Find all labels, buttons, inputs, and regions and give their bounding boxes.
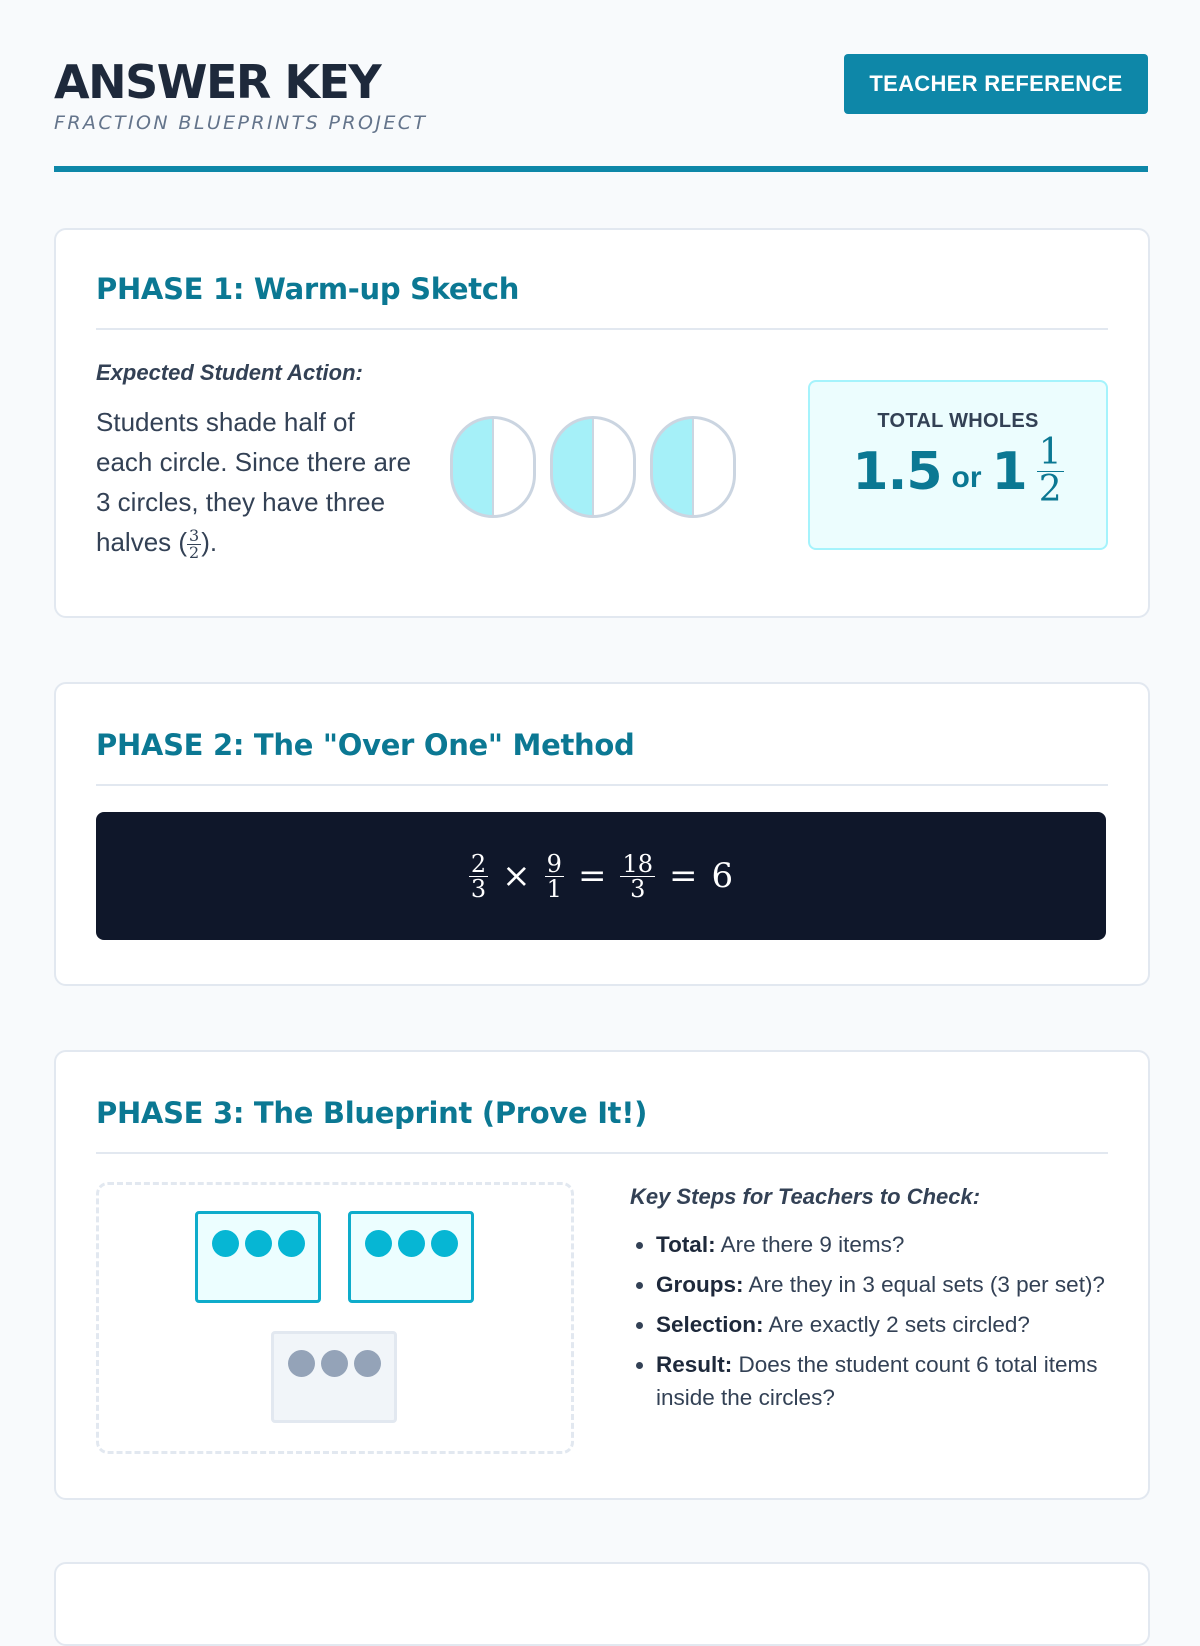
blueprint-diagram	[96, 1182, 574, 1454]
expected-action-end: ).	[201, 527, 218, 557]
expected-action-label: Expected Student Action:	[96, 360, 363, 385]
fraction-numerator: 1	[1038, 432, 1062, 473]
step-text: Does the student count 6 total items inside the circles?	[656, 1352, 1098, 1410]
step-term: Total:	[656, 1232, 716, 1257]
step-text: Are they in 3 equal sets (3 per set)?	[743, 1272, 1105, 1297]
fraction-denominator: 2	[1038, 469, 1062, 510]
item-dot	[365, 1230, 392, 1257]
phase-2-divider	[96, 784, 1108, 786]
page-subtitle: FRACTION BLUEPRINTS PROJECT	[54, 112, 428, 134]
fraction-denominator: 1	[546, 874, 562, 903]
phase-4-card	[54, 1562, 1150, 1646]
equals-sign: =	[668, 856, 698, 896]
list-item	[656, 1268, 1136, 1301]
phase-1-divider	[96, 328, 1108, 330]
expected-action-body: Students shade half of each circle. Since there are 3 circles, they have three halves (	[96, 407, 412, 557]
fraction-denominator: 3	[470, 874, 487, 903]
selected-group	[195, 1211, 321, 1303]
phase-1-heading: PHASE 1: Warm-up Sketch	[96, 272, 520, 306]
fraction-numerator: 2	[470, 849, 487, 878]
page-header	[54, 52, 1148, 134]
times-sign: ×	[502, 856, 531, 896]
page-title: ANSWER KEY	[54, 55, 381, 109]
total-or: or	[951, 460, 982, 494]
half-shaded-circle	[450, 416, 536, 518]
step-text: Are exactly 2 sets circled?	[763, 1312, 1030, 1337]
equation-fraction-c	[620, 849, 655, 903]
key-steps-list	[630, 1228, 1136, 1421]
total-wholes-value	[810, 432, 1106, 510]
phase-3-heading: PHASE 3: The Blueprint (Prove It!)	[96, 1096, 648, 1130]
phase-1-card	[54, 228, 1150, 618]
equation-fraction-a	[469, 849, 488, 903]
selected-group	[348, 1211, 474, 1303]
total-fraction	[1037, 432, 1064, 510]
fraction-numerator: 18	[622, 849, 653, 878]
expected-action-text	[96, 402, 416, 562]
item-dot	[354, 1350, 381, 1377]
three-halves-fraction	[187, 525, 201, 562]
key-steps-label: Key Steps for Teachers to Check:	[630, 1184, 981, 1209]
equation-fraction-b	[545, 849, 564, 903]
fraction-numerator: 9	[546, 849, 562, 878]
half-shaded-circles	[450, 416, 736, 518]
item-dot	[212, 1230, 239, 1257]
step-text: Are there 9 items?	[715, 1232, 905, 1257]
item-dot	[398, 1230, 425, 1257]
step-term: Result:	[656, 1352, 733, 1377]
list-item	[656, 1228, 1136, 1261]
phase-2-card	[54, 682, 1150, 986]
step-term: Selection:	[656, 1312, 764, 1337]
total-whole-number: 1	[991, 441, 1027, 502]
half-shaded-circle	[650, 416, 736, 518]
fraction-denominator: 2	[189, 542, 200, 562]
equation-bar	[96, 812, 1106, 940]
item-dot	[245, 1230, 272, 1257]
header-divider	[54, 166, 1148, 172]
item-dot	[431, 1230, 458, 1257]
half-shaded-circle	[550, 416, 636, 518]
total-wholes-label: TOTAL WHOLES	[877, 410, 1039, 432]
phase-3-card	[54, 1050, 1150, 1500]
fraction-numerator: 3	[189, 525, 200, 545]
item-dot	[321, 1350, 348, 1377]
step-term: Groups:	[656, 1272, 744, 1297]
total-wholes-box	[808, 380, 1108, 550]
equals-sign: =	[577, 856, 607, 896]
phase-2-heading: PHASE 2: The "Over One" Method	[96, 728, 635, 762]
teacher-reference-button[interactable]: TEACHER REFERENCE	[844, 54, 1148, 114]
equation-result: 6	[711, 856, 734, 896]
fraction-denominator: 3	[630, 874, 646, 903]
unselected-group	[271, 1331, 397, 1423]
item-dot	[288, 1350, 315, 1377]
item-dot	[278, 1230, 305, 1257]
phase-3-divider	[96, 1152, 1108, 1154]
total-decimal: 1.5	[852, 441, 942, 502]
list-item	[656, 1308, 1136, 1341]
list-item	[656, 1348, 1136, 1414]
